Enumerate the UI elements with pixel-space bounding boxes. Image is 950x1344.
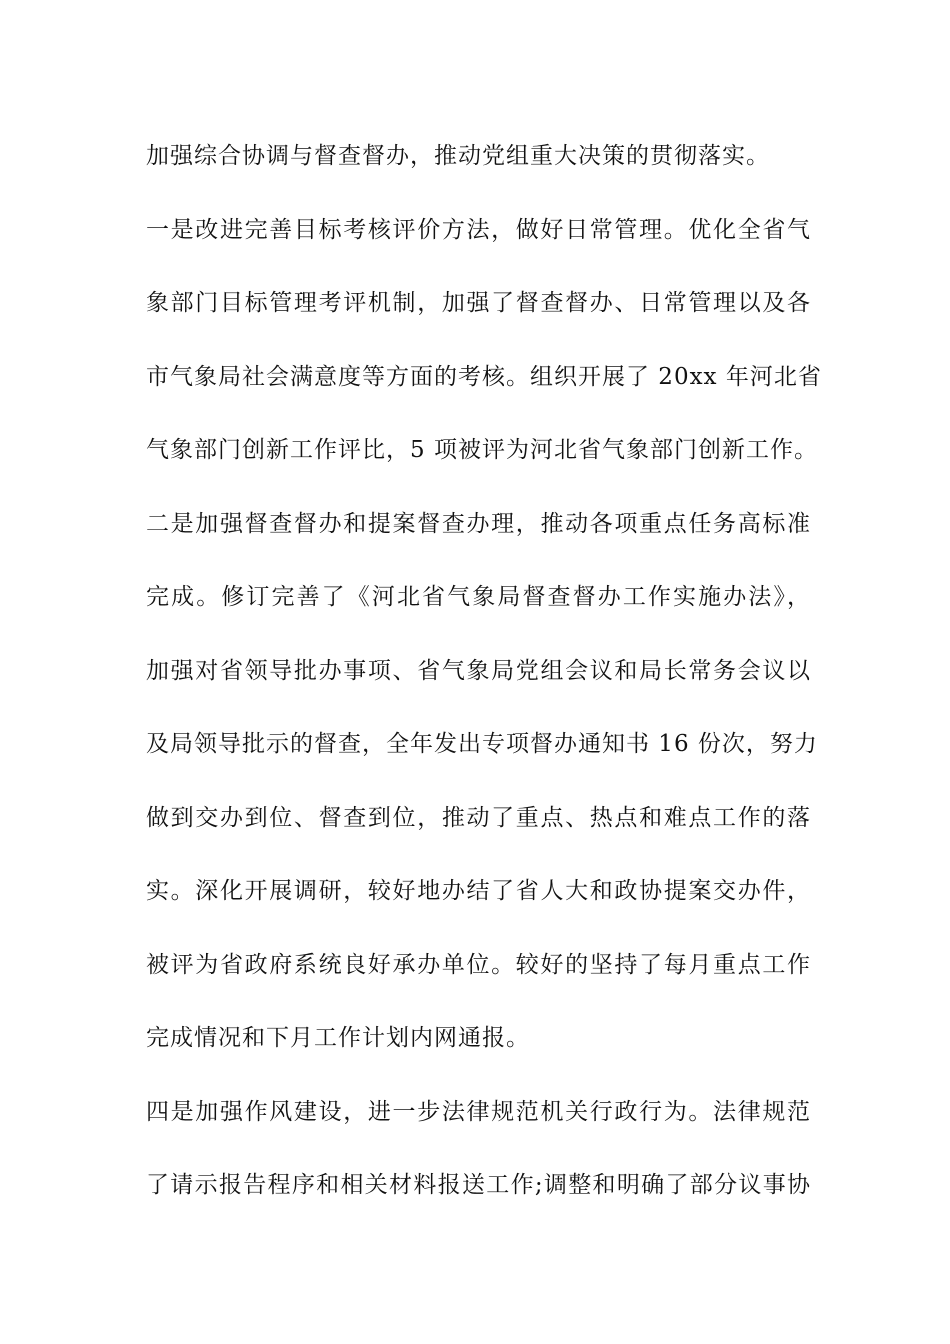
text-line: 四是加强作风建设，进一步法律规范机关行政行为。法律规范 xyxy=(146,1098,811,1125)
document-body xyxy=(146,130,822,1233)
text-line: 象部门目标管理考评机制，加强了督查督办、日常管理以及各 xyxy=(146,290,811,316)
text-line: 气象部门创新工作评比，5 项被评为河北省气象部门创新工作。 xyxy=(146,437,818,463)
text-line: 做到交办到位、督查到位，推动了重点、热点和难点工作的落 xyxy=(146,804,811,831)
text-line: 加强综合协调与督查督办，推动党组重大决策的贯彻落实。 xyxy=(146,143,770,169)
text-line: 加强对省领导批办事项、省气象局党组会议和局长常务会议以 xyxy=(146,657,811,684)
text-line: 完成。修订完善了《河北省气象局督查督办工作实施办法》， xyxy=(146,584,811,610)
text-line: 及局领导批示的督查，全年发出专项督办通知书 16 份次，努力 xyxy=(146,731,818,757)
text-line: 被评为省政府系统良好承办单位。较好的坚持了每月重点工作 xyxy=(146,951,811,978)
text-line: 实。深化开展调研，较好地办结了省人大和政协提案交办件， xyxy=(146,878,811,904)
text-line: 二是加强督查督办和提案督查办理，推动各项重点任务高标准 xyxy=(146,510,811,537)
text-line: 完成情况和下月工作计划内网通报。 xyxy=(146,1025,530,1051)
text-line: 一是改进完善目标考核评价方法，做好日常管理。优化全省气 xyxy=(146,216,811,243)
text-line: 了请示报告程序和相关材料报送工作;调整和明确了部分议事协 xyxy=(146,1172,811,1198)
text-line: 市气象局社会满意度等方面的考核。组织开展了 20xx 年河北省 xyxy=(146,363,822,390)
